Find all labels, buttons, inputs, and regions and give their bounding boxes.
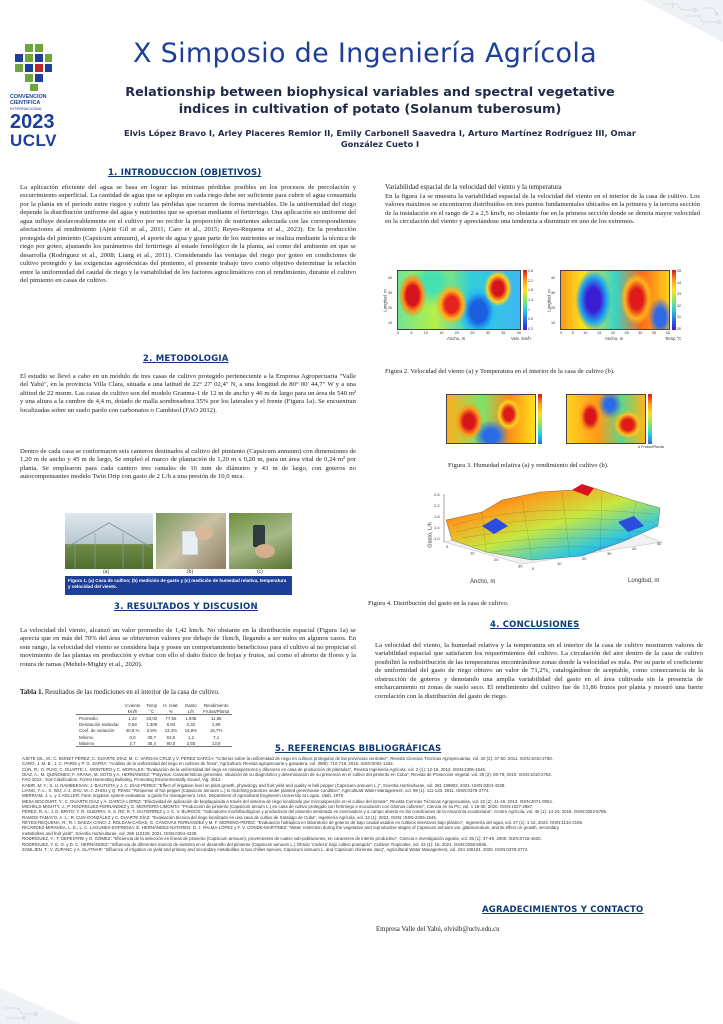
corner-decoration-top-right <box>643 0 723 42</box>
wind-temp-text: En la figura 1a se muestra la variabilidad espacial de la velocidad del viento en el interior de la casa de cultivo. Los valores máximos se encontraron distribuidos en tres puntos fundamentales ubicados en la primera y la tercera sección de la instalación en el rango de 2 a 2,5 km/h, no obstante fue en la primera sección donde se denota mayor velocidad en la circulación del viento y apreciándose una tendencia a disminuir en uno de los extremos. <box>385 193 700 226</box>
tick-label: 1.4 <box>434 525 440 530</box>
table-cell: 63,6 <box>166 734 176 740</box>
tick-label: 34 <box>677 280 681 285</box>
reference-item: RAMOS-TAMAYO, A. L.; R. CUN-GONZÁLEZ y C. DUARTE DÍAZ: "Evaluación técnica del riego localizado en una casa de cultivo de Santiago de Cuba", Ingeniería Agrícola, vol. 13 (1): 2023. ISSN: ISSN-2306-1545. <box>22 814 437 820</box>
tick-label: 33 <box>677 292 681 297</box>
tick-label: 20 <box>582 556 587 561</box>
photo-sensor-measurement <box>229 513 292 569</box>
table-1-caption-label: Tabla 1. <box>20 689 44 696</box>
table-cell: 40,8 % <box>125 728 140 734</box>
tick-label: 50 <box>657 541 662 546</box>
tick-label: 5 <box>410 331 413 335</box>
table-header-cell: Temp <box>146 702 158 708</box>
table-unit-cell: Frutos/Planta <box>203 708 230 714</box>
photo-greenhouse <box>65 513 153 569</box>
authors-line-1: Elvis López Bravo I, Arley Placeres Remior II, Emily Carbonell Saavedra I, Arturo Martínez Rodríguez III, Omar <box>124 128 636 138</box>
table-cell: Máximo <box>79 740 95 746</box>
tick-label: 0 <box>560 331 563 335</box>
table-cell: 7,1 <box>213 734 220 740</box>
table-cell: 16,7% <box>209 728 223 734</box>
fig3-yield-scale <box>648 394 652 444</box>
table-header-cell: Gasto <box>185 702 197 708</box>
fig2-right-scale-labels <box>677 269 681 331</box>
tick-label: 30 <box>607 551 612 556</box>
figure-1 <box>65 513 292 595</box>
tick-label: 0 <box>446 544 449 549</box>
section-methodology-heading: 2. METODOLOGIA <box>143 354 229 364</box>
logo-org: UCLV <box>10 131 58 150</box>
fig4-zticks <box>434 492 440 541</box>
logo-line-1: CONVENCION <box>10 94 47 100</box>
authors <box>80 128 680 150</box>
tick-label: 31 <box>677 315 681 320</box>
reference-item: PÉREZ, R. A.; J. D. BRITO; Y. R. GUERRA; S. S. RE; R. T. GUTIÉRREZ y J. C. V. BURGOS: "Indicadores morfofisiológicos y productivos del pimiento sembrado en invernadero y a campo abierto en las condiciones de la Amazonía ecuatoriana", Centro Agrícola, vol. 45 (1): 14-23, 2018. ISSN:0253-5785. <box>22 809 608 815</box>
tick-label: 20 <box>494 557 499 562</box>
table-cell: 77,56 <box>165 715 177 721</box>
fig2-left-tag: Velc. km/h <box>511 336 531 341</box>
section-results-heading: 3. RESULTADOS Y DISCUSION <box>114 602 258 612</box>
fig4-xlabel: Ancho, m <box>470 579 496 585</box>
greenhouse-icon <box>65 513 153 569</box>
tick-label: 30 <box>485 331 490 335</box>
table-unit-cell: km/h <box>127 708 138 714</box>
wind-temp-subheading: Variabilidad espacial de la velocidad del viento y la temperatura <box>385 184 562 191</box>
table-header-cell: H. relat. <box>163 702 179 708</box>
fig2-right-scale <box>672 270 676 330</box>
figure-3 <box>440 392 670 454</box>
reference-item: DÍAZ, A.; M. QUIÑONES; F. ARANA; M. SOTO y A. HERNÁNDEZ: "Potyvirus: Características generales, situación de su diagnóstico y determinación de su presencia en el cultivo del pimiento en Cuba", Revista de Protección Vegetal, vol. 25 (2): 69-79, 2010. ISSN:1010-2752. <box>22 772 553 778</box>
fig3-right-tag: # Frutos/Planta <box>638 445 664 449</box>
tick-label: 25 <box>470 331 475 335</box>
tick-label: 20 <box>610 331 615 335</box>
table-cell: Desviación estándar <box>79 721 119 727</box>
reference-item: AJETE GIL, M.; C. BONET PÉREZ; C. DUARTE DÍAZ; M. C. VARGAS CRUZ y V. PÉREZ GARCÍA: "Criterios sobre la uniformidad de riego en cultivos protegidos de las provincias centrales", Revista Ciencias Técnicas Agropecuarias, vol. 20 (2): 47-50, 2011. ISSN:1010-2760. <box>22 756 553 761</box>
tick-label: 40 <box>665 331 670 335</box>
tick-label: 30 <box>518 563 523 569</box>
fig2-right-tag: Temp °C <box>665 336 682 341</box>
methodology-text-2: Dentro de cada casa se conformaron seis canteros destinados al cultivo del pimiento (Capsicum annuum) con dimensiones de 1,20 m de ancho y 45 m de largo, Se empleó el marco de plantación de 1,20 m x 0,20 m, para un área vital de 0,24 m² por planta. Se emplearon para cada cantero tres ramales de 16 mm de diámetro y 43 m de largo, con goteros no autocompensantes modelo Twin Drip con gasto de 2 L/h a una presión de 10,0 mca. <box>20 448 356 481</box>
tick-label: 20 <box>454 331 459 335</box>
reference-item: RODRÍGUEZ, Y.; T. DEPESTRE y O. GÓMEZ: "Eficiencia de la selección en líneas de pimiento (Capsicum annuum), provenientes de cuatro sub-poblaciones, en caracteres de interés productivo", Ciencia e investigación agraria, vol. 35 (1): 37-49, 2008. ISSN:0718-1620. <box>22 836 542 842</box>
results-text: La velocidad del viento, alcanzó un valor promedio de 1,42 km/h. No obstante en la distribución espacial (Figura 1a) se aprecia que en más del 70% del área se obtuvieron valores por debajo de 1km/h, llegando a ser nulos en algunos casos. En este rango, la velocidad del viento se considera baja y posee un comportamiento beneficioso para el cultivo al no propiciar el movimiento de las plantas en producción y evitar con ello el daño físico de hojas y frutos, así como el aborto de flores y la rotura de ramas (Mehels-Mighty et al., 2020). <box>20 627 356 668</box>
tick-label: 2.2 <box>528 278 533 283</box>
reference-item: MESA BOCOURT, Y.; C. DUARTE DÍAZ y A. GARCÍA LÓPEZ: "Efectividad de aplicación de bioplaguicida a través del sistema de riego localizado por microaspersión en el cultivo del tomate", Revista Ciencias Técnicas Agropecuarias, vol. 22 (2): 41-46, 2013. ISSN:2071-0054. <box>22 798 553 804</box>
tick-label: 1.0 <box>434 536 440 541</box>
fig2-xticks-left <box>397 331 521 335</box>
tick-label: 10 <box>583 331 588 335</box>
fig2-ylabel-b: Longitud, m <box>546 289 552 312</box>
tick-label: 10 <box>557 561 562 566</box>
fig3-humidity-scale <box>538 394 542 444</box>
paper-title-line-2: indices in cultivation of potato (Solanum tuberosum) <box>178 102 562 117</box>
figure-3-caption: Figura 3. Humedad relativa (a) y rendimiento del cultivo (b). <box>448 462 609 469</box>
tick-label: 32 <box>677 303 681 308</box>
table-cell: 0,0 <box>129 734 136 740</box>
figure-1-label-b: (b) <box>187 569 194 575</box>
section-references-heading: 5. REFERENCIAS BIBLIOGRÁFICAS <box>275 744 442 754</box>
fig2-temp-contour <box>560 270 670 330</box>
conclusions-text: La velocidad del viento, la humedad relativa y la temperatura en el interior de la casa de cultivo mostraron valores de variabilidad espacial que satisfacen los requerimientos del cultivo. La circulación del aire dentro de la casa de cultivo posibilitó la redistribución de las temperaturas encontrándose zonas donde la velocidad es nula. Por su parte el coeficiente de uniformidad del gasto de riego obtuvo un valor de 71,2%, catalogándose de aceptable, como consecuencia de la obstrucción de goteros y denotando una amplia variabilidad del gasto en el área cultivada sin la presencia de encharcamiento ni zonas de suelo seco. El rendimiento del cultivo fue de 11,86 frutos por planta y mostró una fuerte correlación con la distribución del gasto de riego. <box>375 642 703 700</box>
reference-item: RODRÍGUEZ, Y. E. O. y D. C. HERNÁNDEZ: "Influencia de diferentes marcos de siembra en el desarrollo del pimiento (Capsicum annuum L.) híbrido 'Carleza' bajo cultivo protegido", Cultivos Tropicales, vol. 42 (1): 15, 2021. ISSN:0258-5936. <box>22 841 488 847</box>
tick-label: 1.4 <box>528 297 533 302</box>
logo-squares-icon <box>13 44 53 92</box>
fig2-wind-contour <box>397 270 521 330</box>
table-row <box>76 740 232 746</box>
table-cell: 11,86 <box>210 715 222 721</box>
figure-1-label-c: (c) <box>257 569 263 575</box>
logo-line-3: INTERNACIONAL <box>10 106 43 111</box>
tick-label: 35 <box>651 331 657 335</box>
tick-label: 30 <box>677 326 681 331</box>
reference-item: RICÁRDEZ-MIRANDA, L. E.; L. C. LAGUNES-ESPINOZA; E. HERNÁNDEZ-NATAREN; D. J. PALMA-LÓPEZ y F. V. CONDE-MARTÍNEZ: "Water restriction during the vegetative and reproductive stages of Capsicum annuum var. glabriusculum, and its effect on growth, secondary <box>22 825 559 831</box>
table-unit-cell: % <box>169 708 173 714</box>
reference-item: CUN, R.; O. PUIG; C. DUARTE; L. MONTERO y C. MORALES: "Evaluación de la uniformidad del riego en miniaspersores y difusores en casa de producción de plántulas", Revista Ingeniería Agrícola, vol. 2 (1): 12-16, 2012. ISSN:2306-1545. <box>22 766 487 772</box>
corner-decoration-bottom-left <box>0 988 80 1024</box>
tick-label: 30 <box>388 290 393 295</box>
table-cell: 33,02 <box>146 715 158 721</box>
event-title: X Simposio de Ingeniería Agrícola <box>133 38 597 69</box>
fig2-yticks-left <box>388 270 392 330</box>
tick-label: 20 <box>551 305 556 310</box>
tick-label: 10 <box>423 331 428 335</box>
table-1-caption <box>20 689 220 696</box>
table-cell: 2,55 <box>186 740 196 746</box>
table-1-caption-text: Resultados de las mediciones en el interior de la casa de cultivo. <box>43 689 220 696</box>
figure-2-caption: Figura 2. Velocidad del viento (a) y Temperatura en el interior de la casa de cultivo (b). <box>385 368 615 375</box>
paper-title <box>70 84 670 118</box>
tick-label: 0.2 <box>528 326 533 331</box>
tick-label: 10 <box>470 550 475 556</box>
tick-label: 0.6 <box>528 317 533 322</box>
table-cell: Coef. de variación <box>79 728 115 734</box>
tick-label: 30 <box>638 331 643 335</box>
reference-item: FAO 2012.: Soil Clasification. Forest Harvesting Bulleting, Promoting Environmentally Sound, Vig. 2012. <box>22 777 222 783</box>
tick-label: 15 <box>596 331 602 335</box>
table-cell: 1,945 <box>185 715 197 721</box>
tick-label: 1 <box>528 307 530 312</box>
photo-flow-measurement <box>156 513 226 569</box>
reference-item: CARO, J. M. B.; J. C. PARÍS y P. G. ZAFRA: "Análisis de la uniformidad del riego en cultivos de fresa", Agricultura: Revista agropecuaria y ganadera, vol. (988): 710-718, 2015. ISSN:0002-1334. <box>22 761 394 767</box>
table-cell: Mínimo <box>79 734 94 740</box>
tick-label: 35 <box>677 269 681 273</box>
table-cell: 8,84 <box>166 721 176 727</box>
fig2-xlabel-left: Ancho, m <box>447 336 466 341</box>
tick-label: 15 <box>439 331 444 335</box>
table-unit-cell: L/h <box>187 708 194 714</box>
fig4-zlabel: Gasto, L/h <box>427 522 434 548</box>
table-cell: 13,4% <box>164 728 178 734</box>
tick-label: 40 <box>632 546 637 551</box>
table-cell: 0,58 <box>128 721 137 727</box>
tick-label: 1.8 <box>434 514 440 519</box>
fig2-left-scale-labels <box>528 269 533 331</box>
section-conclusions-heading: 4. CONCLUSIONES <box>490 620 580 630</box>
tick-label: 2.2 <box>434 503 440 508</box>
reference-item: KABIR, M. Y.; S. U. NAMBEESAN; J. BAUTISTA y J. C. DÍAZ-PÉREZ: "Effect of irrigation level on plant growth, physiology and fruit yield and quality in bell pepper (Capsicum annuum L.)", Scientia Horticulturae, vol. 281 109902, 2021. ISSN:0304-4238. <box>22 782 506 788</box>
fig3-humidity-contour <box>446 394 536 444</box>
tick-label: 5 <box>571 331 574 335</box>
introduction-text: La aplicación eficiente del agua se basa en lograr las mínimas pérdidas posibles en los procesos de percolación y escurrimiento superficial. La cantidad de agua que se aplique en cada riego debe ser suficiente para cubrir el agua consumida por la planta en el período entre riegos y cubrir las pérdidas que ocurren de forma inevitables. De la uniformidad del riego depende la distribución uniforme del agua y nutrientes que se aportan mediante el fertirriego. Una aplicación no uniforme del agua influye desfavorablemente en el cultivo por no recibir la proporción de nutrientes adecuada con las correspondientes afectaciones al rendimiento (Ajete Gil et al., 2011; Caro et al., 2015; Reyes-Requena et al., 2023). En la producción protegida del pimiento (Capsicum annuum), el aporte de agua y gran parte de los nutrientes se realiza mediante la técnica de riego por goteo, ajustando los parámetros del fertirriego al estado fenológico de la planta, así como del ambiente en que se desarrolla (Rodríguez et al., 2008; Liang et al., 2011). Considerando las ventajas del riego por goteo en condiciones de cultivo protegido y las exigencias agrotécnicas del pimiento, el presente trabajo tuvo como objetivo determinar la relación entre la uniformidad del caudal de riego y la variabilidad de los factores agroclimáticos con el rendimiento, durante el cultivo del pimiento en casas de cultivo. <box>20 184 356 284</box>
fig2-ylabel: Longitud, m <box>382 289 388 312</box>
tick-label: 0 <box>532 566 535 571</box>
section-ack-heading: AGRADECIMIENTOS Y CONTACTO <box>482 905 644 915</box>
fig2-xlabel-right: Ancho, m <box>605 336 624 341</box>
section-introduction-heading: 1. INTRODUCCION (OBJETIVOS) <box>108 168 262 178</box>
paper-title-line-1: Relationship between biophysical variables and spectral vegetative <box>125 85 615 100</box>
reference-item: LIANG, Y.-L.; X. WU; J.-J. ZHU; M.-J. ZHOU y Q. PENG: "Response of hot pepper (Capsicum annuum L.) to mulching practices under planted greenhouse condition", Agricultural Water Management, vol. 99 (1): 111-120, 2011. ISSN:0378-3774. <box>22 788 490 794</box>
table-1 <box>76 702 232 747</box>
table-unit-cell: °C <box>149 708 155 714</box>
tick-label: 1.8 <box>528 288 533 293</box>
table-cell: 90,0 <box>166 740 176 746</box>
sensor-icon <box>229 513 292 569</box>
reference-item: MICHELS-MIGHTY, J.; P. RODRÍGUEZ-FERNÁNDEZ y G. MONTERO-LIMONTA: "Producción de pimiento (Capsicum annum L.) en casa de cultivo protegido con fertirriego e inoculación con Glomus cubense", Ciencia en su PC, vol. 1 18-30, 2020. ISSN:1027-2887. <box>22 804 534 810</box>
table-cell: 35,4 <box>147 740 157 746</box>
table-header-cell: V.viento <box>124 702 141 708</box>
tick-label: 10 <box>388 320 393 325</box>
fig2-xticks-right <box>560 331 670 335</box>
tick-label: 10 <box>551 320 556 325</box>
table-cell: 0,32 <box>186 721 196 727</box>
table-cell: 1,99 <box>211 721 221 727</box>
figure-1-caption: Figura 1. (a) Casa de cultivo; (b) medición de gasto y (c) medición de humedad relativa, temperatura y velocidad del viento. <box>65 576 292 595</box>
table-cell: 1,2 <box>187 734 194 740</box>
tick-label: 40 <box>551 275 556 280</box>
table-cell: 30,7 <box>147 734 157 740</box>
fig4-ylabel: Longitud, m <box>628 578 660 584</box>
contact-text: Empresa Valle del Yabú, elvislb@uclv.edu.cu <box>376 926 500 933</box>
logo-year: 2023 <box>10 111 55 133</box>
convention-logo <box>10 44 60 149</box>
table-cell: 1,42 <box>128 715 137 721</box>
reference-item: REYES-REQUENA, R.; R. I. BAEZA CANO; J. ROLDÁN-CAÑAS; G. CÁNOVAS FERNÁNDEZ y M. F. MORENO-PÉREZ: "Evaluación hidráulica en laboratorio de goteros de bajo caudal usados en cultivos intensivos bajo plástico", Ingeniería del agua, vol. 27 (1): 1-12, 2023. ISSN:1134-2196. <box>22 820 584 826</box>
methodology-text-1: El estudio se llevó a cabo en un módulo de tres casas de cultivo protegido perteneciente a la Empresa Agropecuaria "Valle del Yabú", en la provincia Villa Clara, situada a una latitud de 22° 27' 02,4" N, a una longitud de 80° 00' 44,7" W y a una altitud de 22 msnm. Las casas de cultivo son del modelo Granma-1 de 12 m de ancho y 46 m de largo para un área de 540 m² y una altura a la cumbre de 4,4 m, dotado de malla sombreadora 35% por los laterales y el frente (Figura 1a). Se encuentran localizadas sobre un suelo pardo con carbonatos o Cambisol (FAO 2012). <box>20 373 356 414</box>
tick-label: 25 <box>624 331 629 335</box>
fig2-left-scale <box>523 270 527 330</box>
reference-item: metabolites and fruit yield", Scientia Horticulturae, vol. 285 110129, 2021. ISSN:0304-4238. <box>22 830 198 836</box>
beaker-icon <box>156 513 226 569</box>
figure-2 <box>383 262 703 360</box>
tick-label: 35 <box>501 331 506 335</box>
tick-label: 20 <box>388 305 393 310</box>
tick-label: 2.6 <box>434 492 440 497</box>
table-cell: 13,9 <box>211 740 221 746</box>
figure-4-caption: Figura 4. Distribución del gasto en la casa de cultivo. <box>368 600 509 607</box>
table-cell: 3,9% <box>146 728 157 734</box>
table-cell: 1,309 <box>146 721 158 727</box>
figure-1-label-a: (a) <box>103 569 110 575</box>
fig2-yticks-right <box>551 270 555 330</box>
fig3-yield-contour <box>566 394 646 444</box>
reference-item: ZAMLJEN, T.; V. ZUPANC y A. SLATNAR: "Influence of irrigation on yield and primary and secondary metabolites in two chilies species, Capsicum annuum L. and Capsicum chinense Jacq", Agricultural Water Management, vol. 234 106104, 2020. ISSN:0378-3774. <box>22 846 529 852</box>
table-cell: 2,7 <box>129 740 136 746</box>
table-header-cell: Rendimiento <box>203 702 229 708</box>
tick-label: 40 <box>388 275 393 280</box>
tick-label: 0 <box>397 331 400 335</box>
logo-line-2: CIENTIFICA <box>10 100 41 106</box>
tick-label: 2.6 <box>528 269 533 273</box>
table-cell: Promedio <box>79 715 98 721</box>
references-list <box>22 756 702 852</box>
authors-line-2: González Cueto I <box>340 139 420 149</box>
tick-label: 30 <box>551 290 556 295</box>
table-cell: 16,9% <box>184 728 198 734</box>
reference-item: MERRIAM, J. L. y J. KELLER: Farm irrigation system evaluation: a guide for management, USA, Department of Agricultural Engineerin University at Logan, Utah, 1978. <box>22 793 345 799</box>
tick-label: 40 <box>516 331 521 335</box>
